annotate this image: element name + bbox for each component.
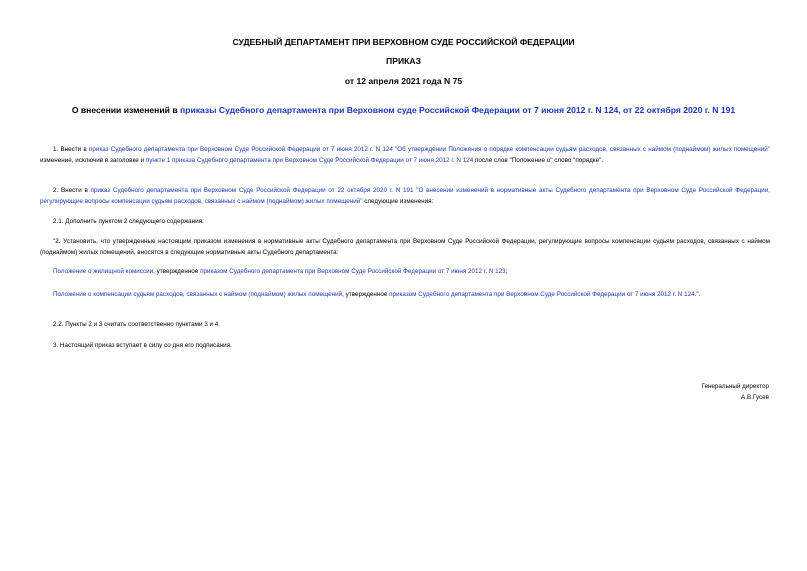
p2-link-amendments-title[interactable]: "О внесении изменений в нормативные акты Судебного департамента при Верховном Суде Российской Федерации, регулирующие вопросы компенсации судьям расходов, связанных с наймом (поднаймом) жилых помещений" xyxy=(40,187,771,205)
signature-name: А.В.Гусев xyxy=(741,394,769,401)
paragraph-2-1: 2.1. Дополнить пунктом 2 следующего содержания: xyxy=(53,218,204,225)
title-prefix: О внесении изменений в xyxy=(71,105,180,115)
organization-header: СУДЕБНЫЙ ДЕПАРТАМЕНТ ПРИ ВЕРХОВНОМ СУДЕ РОССИЙСКОЙ ФЕДЕРАЦИИ xyxy=(232,37,575,47)
p2-text-3: следующие изменения: xyxy=(362,198,434,205)
paragraph-2-2: 2.2. Пункты 2 и 3 считать соответственно пунктами 3 и 4. xyxy=(53,321,221,328)
document-title xyxy=(0,105,807,115)
document-type: ПРИКАЗ xyxy=(386,56,421,66)
paragraph-2 xyxy=(40,185,770,207)
p1-text-3: изменение, исключив в заголовке и xyxy=(40,157,146,164)
paragraph-housing-commission xyxy=(40,266,770,277)
p6-text-1: , утвержденное xyxy=(342,291,390,298)
p5-link-housing-commission[interactable]: Положение о жилищной комиссии xyxy=(53,268,154,275)
paragraph-1 xyxy=(40,144,770,166)
p1-link-regulation-title[interactable]: "Об утверждении Положения о порядке компенсации судьям расходов, связанных с наймом (поднаймом) жилых помещений" xyxy=(395,146,771,153)
p1-text-4: после слов "Положение о" слово "порядке". xyxy=(473,157,604,164)
signature-position: Генеральный директор xyxy=(701,383,769,390)
p5-text-2: ; xyxy=(505,268,508,275)
p2-text-1: 2. Внести в xyxy=(53,187,91,194)
p6-text-2: .". xyxy=(694,291,701,298)
document-date: от 12 апреля 2021 года N 75 xyxy=(344,76,463,86)
title-link[interactable]: приказы Судебного департамента при Верховном суде Российской Федерации от 7 июня 2012 г. N 124, от 22 октября 2020 г. N 191 xyxy=(180,105,736,115)
p6-link-order-124[interactable]: приказом Судебного департамента при Верховном Суде Российской Федерации от 7 июня 2012 г. N 124 xyxy=(389,291,695,298)
p1-link-order-124[interactable]: приказ Судебного департамента при Верховном Суде Российской Федерации от 7 июня 2012 г. N 124 xyxy=(88,146,393,153)
p6-link-compensation-regulation[interactable]: Положение о компенсации судьям расходов, связанных с наймом (поднаймом) жилых помещений xyxy=(53,291,343,298)
p5-link-order-123[interactable]: приказом Судебного департамента при Верховном Суде Российской Федерации от 7 июня 2012 г. N 123 xyxy=(200,268,506,275)
paragraph-3: 3. Настоящий приказ вступает в силу со дня его подписания. xyxy=(53,342,232,349)
p2-link-order-191[interactable]: приказ Судебного департамента при Верховном Суде Российской Федерации от 22 октября 2020 г. N 191 xyxy=(90,187,414,194)
p1-text-1: 1. Внести в xyxy=(53,146,89,153)
p5-text-1: , утвержденное xyxy=(153,268,201,275)
paragraph-quote: "2. Установить, что утвержденные настоящим приказом изменения в нормативные акты Судебного департамента при Верховном Суде Российской Федерации, регулирующие вопросы компенсации судьям расходов, связанных с наймом (поднаймом) жилых помещений, вносятся в следующие нормативные акты Судебного департамента: xyxy=(40,238,770,256)
p1-link-clause-1[interactable]: пункте 1 приказа Судебного департамента при Верховном Суде Российской Федерации от 7 июня 2012 г. N 124 xyxy=(145,157,474,164)
paragraph-compensation-regulation xyxy=(40,289,770,300)
